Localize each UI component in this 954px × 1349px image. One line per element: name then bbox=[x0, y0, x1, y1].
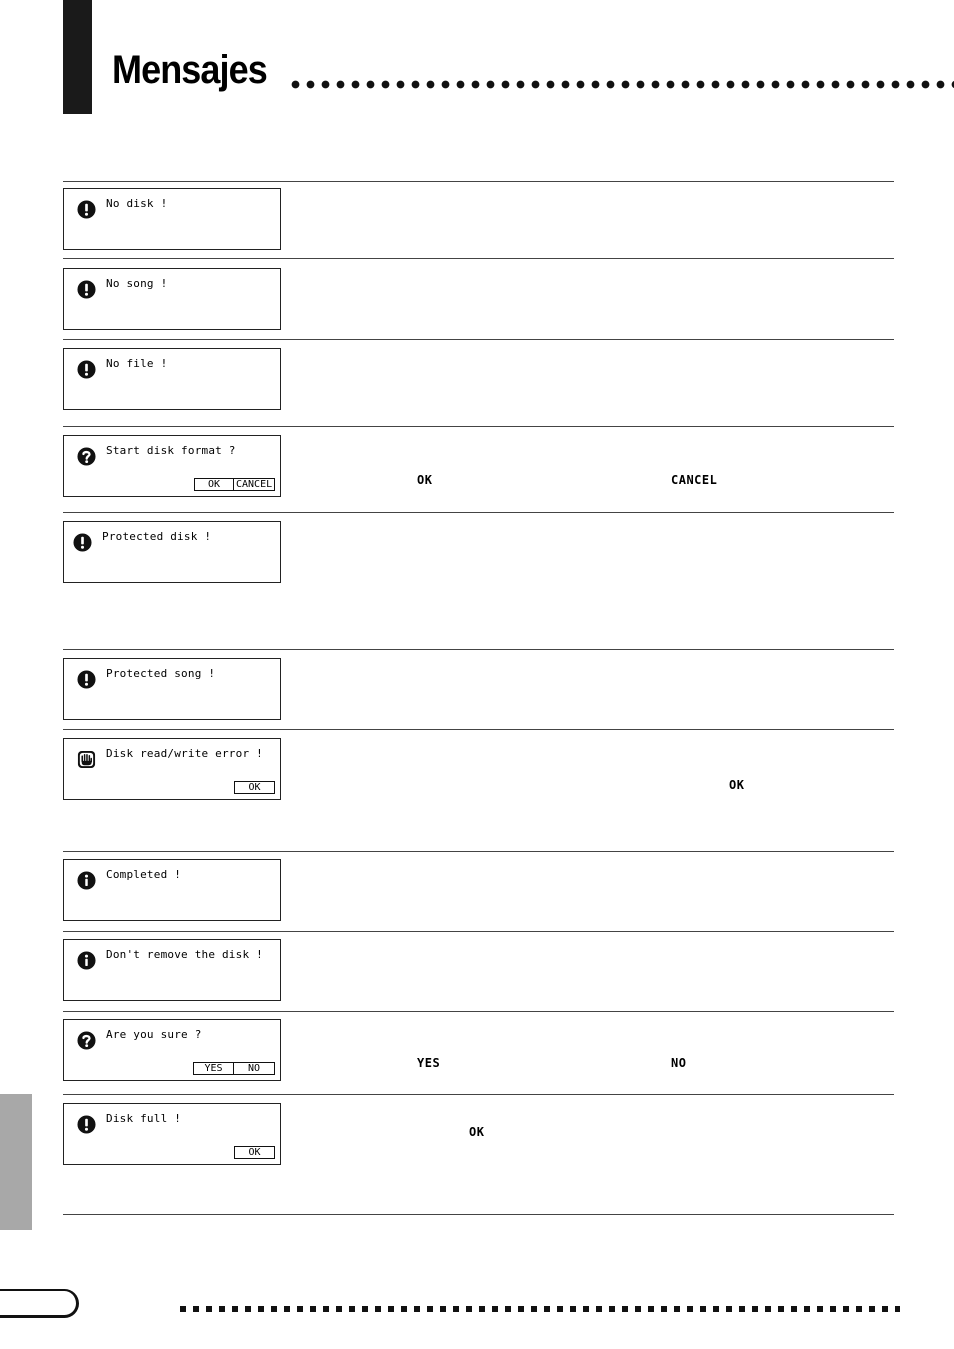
lcd-button-group bbox=[234, 1146, 275, 1159]
lcd-message-box bbox=[63, 738, 281, 800]
lcd-message-text: Completed ! bbox=[106, 868, 182, 881]
question-icon bbox=[77, 447, 96, 466]
keyword-ok: OK bbox=[469, 1125, 485, 1139]
row-divider bbox=[63, 931, 894, 932]
keyword-yes: YES bbox=[417, 1056, 441, 1070]
exclamation-icon bbox=[73, 533, 92, 552]
row-divider bbox=[63, 1094, 894, 1095]
keyword-no: NO bbox=[671, 1056, 687, 1070]
question-icon bbox=[77, 1031, 96, 1050]
row-divider bbox=[63, 1214, 894, 1215]
hand-icon bbox=[77, 750, 96, 769]
lcd-message-box bbox=[63, 658, 281, 720]
row-divider bbox=[63, 512, 894, 513]
row-divider bbox=[63, 851, 894, 852]
exclamation-icon bbox=[77, 280, 96, 299]
title-dotted-leader bbox=[288, 80, 954, 89]
lcd-message-box bbox=[63, 268, 281, 330]
lcd-message-box bbox=[63, 939, 281, 1001]
exclamation-icon bbox=[77, 1115, 96, 1134]
exclamation-icon bbox=[77, 360, 96, 379]
lcd-message-box bbox=[63, 435, 281, 497]
lcd-button-group bbox=[234, 781, 275, 794]
info-icon bbox=[77, 951, 96, 970]
lcd-message-text: Disk full ! bbox=[106, 1112, 182, 1125]
yes-button[interactable]: YES bbox=[193, 1062, 234, 1075]
lcd-message-text: Protected song ! bbox=[106, 667, 216, 680]
row-divider bbox=[63, 339, 894, 340]
lcd-message-text: No file ! bbox=[106, 357, 168, 370]
lcd-message-text: Start disk format ? bbox=[106, 444, 236, 457]
row-divider bbox=[63, 729, 894, 730]
lcd-button-group bbox=[194, 478, 275, 491]
keyword-cancel: CANCEL bbox=[671, 473, 718, 487]
section-side-tab bbox=[0, 1094, 32, 1230]
row-divider bbox=[63, 258, 894, 259]
exclamation-icon bbox=[77, 670, 96, 689]
info-icon bbox=[77, 871, 96, 890]
page-title: Mensajes bbox=[112, 48, 267, 92]
keyword-ok: OK bbox=[417, 473, 433, 487]
footer-dotted-line bbox=[180, 1306, 900, 1312]
lcd-message-box bbox=[63, 1103, 281, 1165]
lcd-message-box bbox=[63, 859, 281, 921]
ok-button[interactable]: OK bbox=[234, 1146, 275, 1159]
cancel-button[interactable]: CANCEL bbox=[234, 478, 275, 491]
keyword-ok: OK bbox=[729, 778, 745, 792]
lcd-message-text: No disk ! bbox=[106, 197, 168, 210]
row-divider bbox=[63, 426, 894, 427]
lcd-message-text: No song ! bbox=[106, 277, 168, 290]
lcd-message-box bbox=[63, 1019, 281, 1081]
page-number-pill bbox=[0, 1289, 79, 1318]
lcd-message-text: Disk read/write error ! bbox=[106, 747, 263, 760]
lcd-message-box bbox=[63, 521, 281, 583]
lcd-message-text: Don't remove the disk ! bbox=[106, 948, 263, 961]
row-divider bbox=[63, 181, 894, 182]
row-divider bbox=[63, 1011, 894, 1012]
title-black-bar bbox=[63, 0, 92, 114]
lcd-message-box bbox=[63, 348, 281, 410]
lcd-message-box bbox=[63, 188, 281, 250]
no-button[interactable]: NO bbox=[234, 1062, 275, 1075]
lcd-message-text: Protected disk ! bbox=[102, 530, 212, 543]
lcd-message-text: Are you sure ? bbox=[106, 1028, 202, 1041]
lcd-button-group bbox=[193, 1062, 275, 1075]
ok-button[interactable]: OK bbox=[234, 781, 275, 794]
row-divider bbox=[63, 649, 894, 650]
exclamation-icon bbox=[77, 200, 96, 219]
ok-button[interactable]: OK bbox=[194, 478, 234, 491]
